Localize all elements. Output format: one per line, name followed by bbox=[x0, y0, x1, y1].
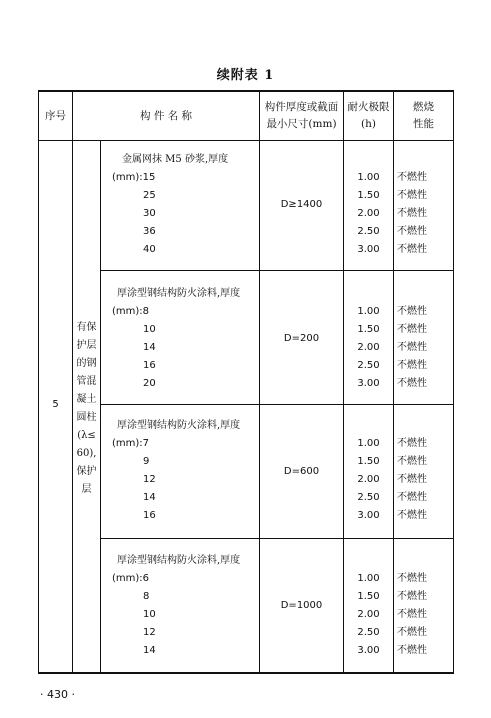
header-name: 构 件 名 称 bbox=[139, 110, 192, 122]
combustion-value: 不燃性 bbox=[397, 172, 427, 183]
fire-limit-value: 3.00 bbox=[357, 645, 380, 656]
thickness-value: (mm):8 bbox=[112, 306, 150, 317]
combustion-value: 不燃性 bbox=[397, 474, 427, 485]
combustion-value: 不燃性 bbox=[397, 208, 427, 219]
fire-limit-value: 2.00 bbox=[357, 474, 380, 485]
thickness-value: 25 bbox=[143, 190, 156, 201]
fire-limit-value: 2.50 bbox=[357, 360, 380, 371]
fire-limit-value: 3.00 bbox=[357, 378, 380, 389]
combustion-value: 不燃性 bbox=[397, 573, 427, 584]
thickness-value: 40 bbox=[143, 244, 156, 255]
section-dimension: D=1000 bbox=[280, 600, 323, 611]
group-divider-3 bbox=[100, 538, 454, 539]
combustion-value: 不燃性 bbox=[397, 306, 427, 317]
thickness-value: 30 bbox=[143, 208, 156, 219]
fire-limit-value: 2.00 bbox=[357, 609, 380, 620]
group-description: 厚涂型钢结构防火涂料,厚度 bbox=[117, 288, 241, 299]
thickness-value: (mm):7 bbox=[112, 438, 150, 449]
table-top-border bbox=[38, 90, 454, 92]
fire-limit-value: 2.50 bbox=[357, 226, 380, 237]
fire-limit-value: 1.00 bbox=[357, 172, 380, 183]
thickness-value: 16 bbox=[143, 360, 156, 371]
fire-limit-value: 1.50 bbox=[357, 456, 380, 467]
divider-fire-limit bbox=[393, 90, 394, 674]
thickness-value: 12 bbox=[143, 474, 156, 485]
thickness-value: 20 bbox=[143, 378, 156, 389]
combustion-value: 不燃性 bbox=[397, 438, 427, 449]
fire-limit-value: 2.50 bbox=[357, 627, 380, 638]
thickness-value: 14 bbox=[143, 492, 156, 503]
header-combustion-line1: 燃烧 bbox=[413, 101, 434, 113]
fire-limit-value: 1.00 bbox=[357, 573, 380, 584]
group-divider-1 bbox=[100, 270, 454, 271]
combustion-value: 不燃性 bbox=[397, 342, 427, 353]
table-left-border bbox=[38, 90, 39, 674]
fire-limit-value: 3.00 bbox=[357, 510, 380, 521]
combustion-value: 不燃性 bbox=[397, 627, 427, 638]
header-seq: 序号 bbox=[45, 110, 66, 122]
category-line: 的钢 bbox=[76, 358, 97, 369]
category-line: 凝土 bbox=[76, 394, 97, 405]
combustion-value: 不燃性 bbox=[397, 645, 427, 656]
combustion-value: 不燃性 bbox=[397, 378, 427, 389]
combustion-value: 不燃性 bbox=[397, 324, 427, 335]
fire-limit-value: 1.50 bbox=[357, 190, 380, 201]
divider-name bbox=[259, 90, 260, 674]
fire-limit-value: 2.50 bbox=[357, 492, 380, 503]
thickness-value: 12 bbox=[143, 627, 156, 638]
header-thickness-line1: 构件厚度或截面 bbox=[264, 101, 339, 113]
page-number: · 430 · bbox=[40, 688, 75, 701]
combustion-value: 不燃性 bbox=[397, 591, 427, 602]
combustion-value: 不燃性 bbox=[397, 360, 427, 371]
combustion-value: 不燃性 bbox=[397, 190, 427, 201]
table-caption: 续附表 1 bbox=[216, 68, 275, 83]
thickness-value: 16 bbox=[143, 510, 156, 521]
thickness-value: 10 bbox=[143, 324, 156, 335]
table-right-border bbox=[453, 90, 454, 674]
header-fire-limit-line1: 耐火极限 bbox=[347, 101, 390, 113]
fire-limit-value: 1.00 bbox=[357, 438, 380, 449]
fire-limit-value: 2.00 bbox=[357, 342, 380, 353]
category-line: 层 bbox=[81, 484, 92, 495]
combustion-value: 不燃性 bbox=[397, 492, 427, 503]
section-dimension: D=200 bbox=[283, 333, 320, 344]
fire-limit-value: 1.00 bbox=[357, 306, 380, 317]
header-combustion-line2: 性能 bbox=[413, 118, 434, 130]
thickness-value: 36 bbox=[143, 226, 156, 237]
thickness-value: 8 bbox=[143, 591, 150, 602]
group-description: 厚涂型钢结构防火涂料,厚度 bbox=[117, 555, 241, 566]
group-description: 厚涂型钢结构防火涂料,厚度 bbox=[117, 420, 241, 431]
header-thickness-line2: 最小尺寸(mm) bbox=[266, 118, 337, 130]
combustion-value: 不燃性 bbox=[397, 609, 427, 620]
thickness-value: 10 bbox=[143, 609, 156, 620]
category-line: 圆柱 bbox=[76, 412, 97, 423]
category-line: (λ≤ bbox=[77, 430, 96, 441]
combustion-value: 不燃性 bbox=[397, 456, 427, 467]
thickness-value: 14 bbox=[143, 342, 156, 353]
thickness-value: 14 bbox=[143, 645, 156, 656]
group-divider-2 bbox=[100, 404, 454, 405]
fire-limit-value: 3.00 bbox=[357, 244, 380, 255]
section-dimension: D=600 bbox=[283, 466, 320, 477]
category-line: 有保 bbox=[76, 322, 97, 333]
thickness-value: (mm):15 bbox=[112, 172, 156, 183]
category-line: 护层 bbox=[76, 340, 97, 351]
category-line: 管混 bbox=[76, 376, 97, 387]
row-seq-number: 5 bbox=[52, 399, 59, 410]
thickness-value: 9 bbox=[143, 456, 150, 467]
section-dimension: D≥1400 bbox=[280, 199, 323, 210]
fire-limit-value: 2.00 bbox=[357, 208, 380, 219]
combustion-value: 不燃性 bbox=[397, 226, 427, 237]
category-line: 保护 bbox=[76, 466, 97, 477]
combustion-value: 不燃性 bbox=[397, 244, 427, 255]
combustion-value: 不燃性 bbox=[397, 510, 427, 521]
header-fire-limit-line2: (h) bbox=[361, 118, 376, 130]
category-line: 60), bbox=[76, 448, 97, 459]
fire-limit-value: 1.50 bbox=[357, 324, 380, 335]
thickness-value: (mm):6 bbox=[112, 573, 150, 584]
group-description: 金属网抹 M5 砂浆,厚度 bbox=[122, 154, 229, 165]
fire-limit-value: 1.50 bbox=[357, 591, 380, 602]
divider-category bbox=[100, 141, 101, 673]
